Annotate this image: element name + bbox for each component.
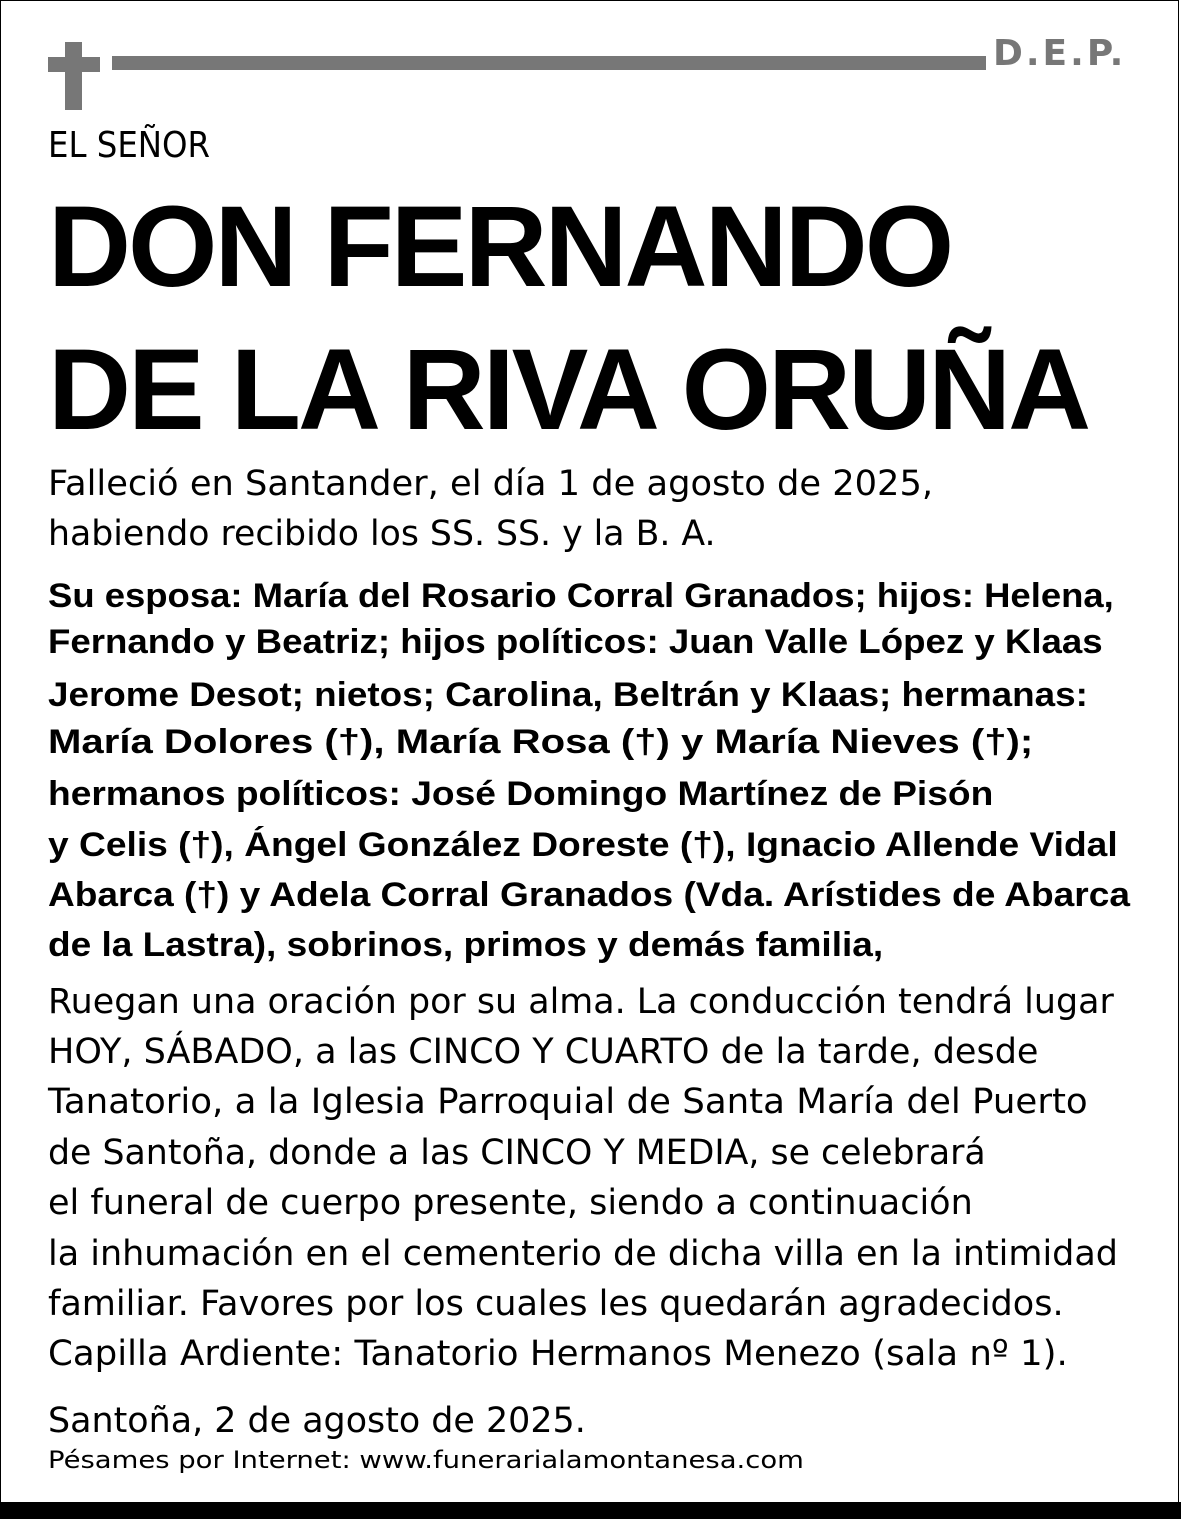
family-line: María Dolores (†), María Rosa (†) y María Nieves (†); (48, 723, 1034, 761)
deceased-name-line-2: DE LA RIVA ORUÑA (48, 326, 1089, 454)
service-line: la inhumación en el cementerio de dicha villa en la intimidad (48, 1234, 1118, 1274)
bottom-border (0, 1502, 1181, 1519)
service-line: de Santoña, donde a las CINCO Y MEDIA, se celebrará (48, 1133, 986, 1173)
intro-line: Falleció en Santander, el día 1 de agosto de 2025, (48, 464, 934, 504)
service-line: Capilla Ardiente: Tanatorio Hermanos Menezo (sala nº 1). (48, 1334, 1068, 1374)
dep-label: D.E.P. (993, 33, 1127, 74)
family-line: de la Lastra), sobrinos, primos y demás familia, (48, 926, 884, 964)
title-prefix: EL SEÑOR (48, 125, 211, 166)
cross-icon (48, 42, 100, 110)
family-line: Abarca (†) y Adela Corral Granados (Vda. Arístides de Abarca (48, 876, 1130, 914)
family-line: Jerome Desot; nietos; Carolina, Beltrán y Klaas; hermanas: (48, 676, 1088, 714)
condolences-line: Pésames por Internet: www.funerarialamontanesa.com (48, 1446, 804, 1474)
service-line: el funeral de cuerpo presente, siendo a continuación (48, 1183, 973, 1223)
deceased-name-line-1: DON FERNANDO (48, 183, 952, 311)
intro-line: habiendo recibido los SS. SS. y la B. A. (48, 514, 716, 554)
family-line: Su esposa: María del Rosario Corral Granados; hijos: Helena, (48, 577, 1114, 615)
header-rule (112, 56, 986, 70)
service-line: Tanatorio, a la Iglesia Parroquial de Santa María del Puerto (48, 1082, 1088, 1122)
service-line: Ruegan una oración por su alma. La conducción tendrá lugar (48, 982, 1114, 1022)
service-line: familiar. Favores por los cuales les quedarán agradecidos. (48, 1284, 1064, 1324)
place-date: Santoña, 2 de agosto de 2025. (48, 1401, 586, 1441)
family-line: Fernando y Beatriz; hijos políticos: Juan Valle López y Klaas (48, 623, 1103, 661)
service-line: HOY, SÁBADO, a las CINCO Y CUARTO de la tarde, desde (48, 1032, 1039, 1072)
family-line: hermanos políticos: José Domingo Martínez de Pisón (48, 775, 994, 813)
family-line: y Celis (†), Ángel González Doreste (†), Ignacio Allende Vidal (48, 826, 1118, 864)
